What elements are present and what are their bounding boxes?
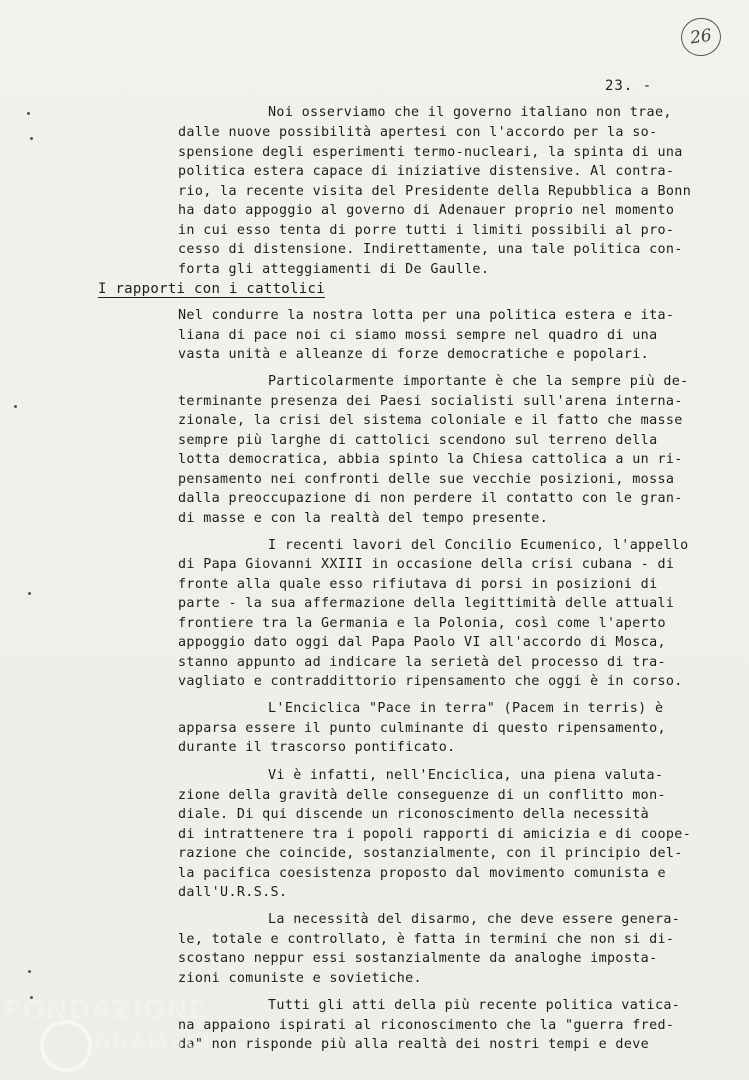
text-line: in cui esso tenta di porre tutti i limiti possibili al pro- — [178, 223, 675, 238]
text-line: I recenti lavori del Concilio Ecumenico, l'appello — [268, 538, 689, 553]
text-line: dall'U.R.S.S. — [178, 885, 288, 900]
text-line: Particolarmente importante è che la sempre più de- — [268, 374, 689, 389]
text-line: lotta democratica, abbia spinto la Chiesa cattolica a un ri- — [178, 452, 683, 467]
text-line: appoggio dato oggi dal Papa Paolo VI all'accordo di Mosca, — [178, 635, 666, 650]
text-line: Tutti gli atti della più recente politica vatica- — [268, 998, 681, 1013]
text-line: di Papa Giovanni XXIII in occasione della crisi cubana - di — [178, 557, 675, 572]
text-line: di masse e con la realtà del tempo presente. — [178, 511, 549, 526]
margin-mark — [30, 137, 33, 140]
text-line: zione della gravità delle conseguenze di un conflitto mon- — [178, 788, 666, 803]
text-line: forta gli atteggiamenti di De Gaulle. — [178, 262, 490, 277]
text-line: cesso di distensione. Indirettamente, una tale politica con- — [178, 242, 683, 257]
text-line: vasta unità e alleanze di forze democratiche e popolari. — [178, 347, 650, 362]
text-line: diale. Di qui discende un riconoscimento della necessità — [178, 807, 650, 822]
text-line: razione che coincide, sostanzialmente, con il principio del- — [178, 846, 683, 861]
text-line: frontiere tra la Germania e la Polonia, così come l'aperto — [178, 616, 666, 631]
text-line: durante il trascorso pontificato. — [178, 740, 456, 755]
text-line: pensamento nei confronti delle sue vecchie posizioni, mossa — [178, 472, 675, 487]
text-line: Noi osserviamo che il governo italiano non trae, — [268, 105, 672, 120]
text-line: le, totale e controllato, è fatta in termini che non si di- — [178, 932, 675, 947]
text-line: stanno appunto ad indicare la serietà del processo di tra- — [178, 655, 666, 670]
text-line: Nel condurre la nostra lotta per una politica estera e ita- — [178, 308, 675, 323]
text-line: la pacifica coesistenza proposto dal movimento comunista e — [178, 866, 666, 881]
margin-mark — [28, 592, 31, 595]
text-line: parte - la sua affermazione della legittimità delle attuali — [178, 596, 675, 611]
text-line: dalla preoccupazione di non perdere il contatto con le gran- — [178, 491, 683, 506]
text-line: sempre più larghe di cattolici scendono sul terreno della — [178, 433, 658, 448]
text-line: fronte alla quale esso rifiutava di porsi in posizioni di — [178, 577, 658, 592]
text-line: di intrattenere tra i popoli rapporti di amicizia e di coope- — [178, 827, 692, 842]
watermark-circle — [40, 1020, 92, 1072]
watermark-line-2: GRAMSCI — [94, 1030, 212, 1054]
text-line: da" non risponde più alla realtà dei nostri tempi e deve — [178, 1037, 650, 1052]
text-line: na appaiono ispirati al riconoscimento che la "guerra fred- — [178, 1018, 675, 1033]
text-line: La necessità del disarmo, che deve essere genera- — [268, 912, 681, 927]
archive-page-stamp: 26 — [679, 15, 724, 58]
section-heading: I rapporti con i cattolici — [98, 281, 325, 297]
text-line: liana di pace noi ci siamo mossi sempre nel quadro di una — [178, 328, 658, 343]
text-line: zioni comuniste e sovietiche. — [178, 971, 422, 986]
text-line: spensione degli esperimenti termo-nucleari, la spinta di una — [178, 145, 683, 160]
text-line: zionale, la crisi del sistema coloniale e il fatto che masse — [178, 413, 683, 428]
text-line: dalle nuove possibilità apertesi con l'accordo per la so- — [178, 125, 658, 140]
margin-mark — [14, 405, 17, 408]
text-line: rio, la recente visita del Presidente della Repubblica a Bonn — [178, 184, 692, 199]
text-line: L'Enciclica "Pace in terra" (Pacem in terris) è — [268, 701, 664, 716]
watermark-line-1: FONDAZIONE — [4, 996, 208, 1026]
text-line: apparsa essere il punto culminante di questo ripensamento, — [178, 721, 666, 736]
text-line: Vi è infatti, nell'Enciclica, una piena valuta- — [268, 768, 664, 783]
text-line: terminante presenza dei Paesi socialisti sull'arena interna- — [178, 394, 683, 409]
text-line: scostano neppur essi sostanzialmente da analoghe imposta- — [178, 951, 658, 966]
text-line: ha dato appoggio al governo di Adenauer proprio nel momento — [178, 203, 675, 218]
page-number: 23. - — [605, 78, 653, 94]
text-line: vagliato e contraddittorio ripensamento che oggi è in corso. — [178, 674, 683, 689]
text-line: politica estera capace di iniziative distensive. Al contra- — [178, 164, 675, 179]
margin-mark — [28, 970, 31, 973]
watermark-logo — [4, 996, 212, 1076]
margin-mark — [27, 112, 30, 115]
